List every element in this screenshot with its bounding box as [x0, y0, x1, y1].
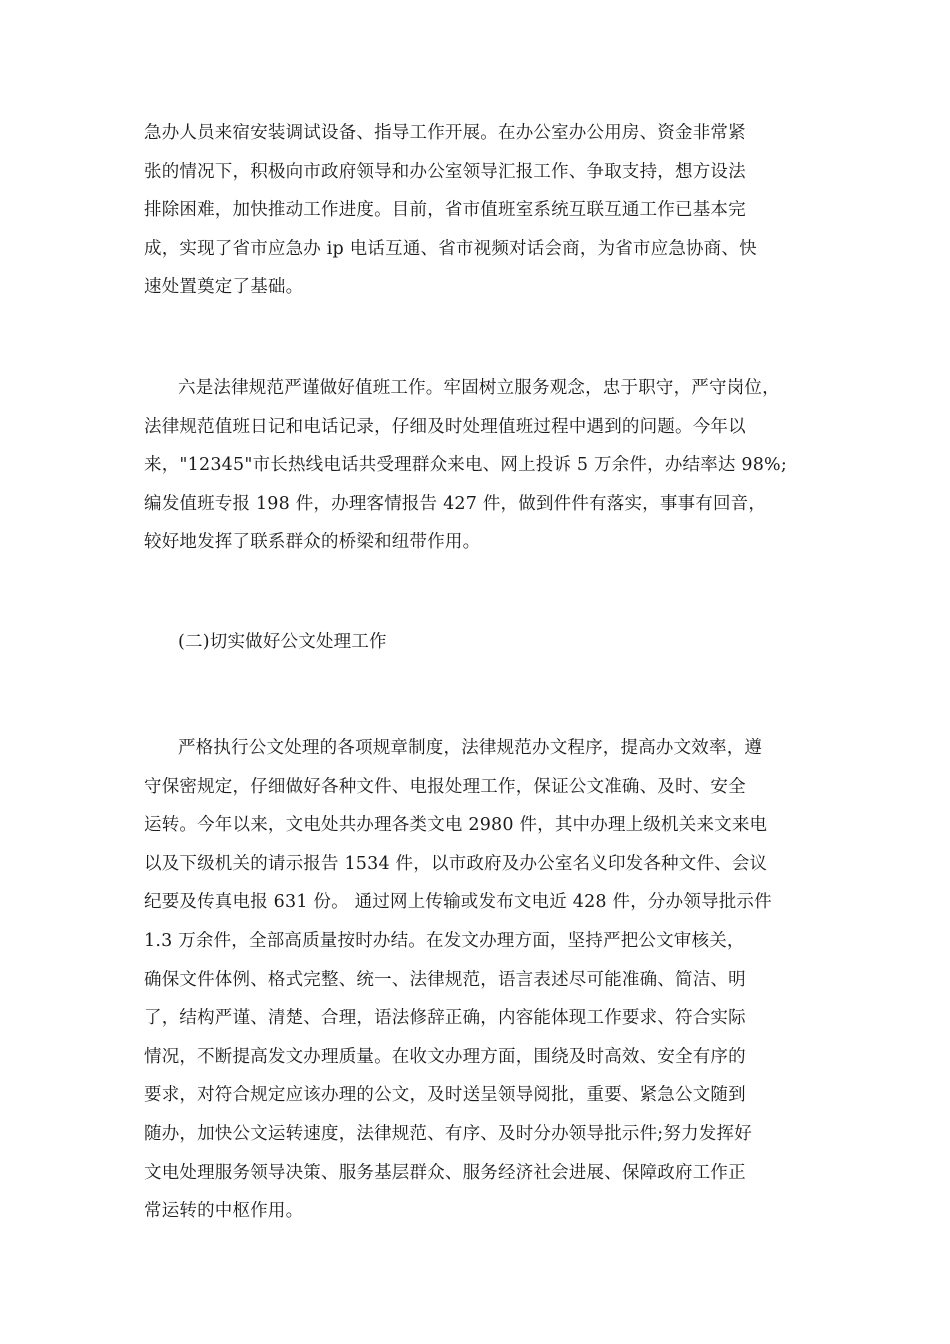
text-line: 1.3 万余件，全部高质量按时办结。在发文办理方面，坚持严把公文审核关，: [144, 930, 745, 951]
text-line: 纪要及传真电报 631 份。 通过网上传输或发布文电近 428 件，分办领导批示件: [144, 892, 772, 913]
paragraph-duty-work: [144, 369, 804, 562]
text-line: 守保密规定，仔细做好各种文件、电报处理工作，保证公文准确、及时、安全: [144, 776, 746, 797]
text-line: 排除困难，加快推动工作进度。目前，省市值班室系统互联互通工作已基本完: [144, 200, 746, 221]
section-heading-text: (二)切实做好公文处理工作: [178, 632, 387, 652]
paragraph-emergency-office: [144, 114, 804, 307]
text-line: 文电处理服务领导决策、服务基层群众、服务经济社会进展、保障政府工作正: [144, 1162, 746, 1183]
text-line: 严格执行公文处理的各项规章制度，法律规范办文程序，提高办文效率，遵: [178, 738, 763, 758]
text-line: 速处置奠定了基础。: [144, 277, 304, 298]
text-line: 来，"12345"市长热线电话共受理群众来电、网上投诉 5 万余件，办结率达 98%;: [144, 455, 787, 476]
text-line: 编发值班专报 198 件，办理客情报告 427 件，做到件件有落实，事事有回音，: [144, 493, 767, 514]
text-line: 较好地发挥了联系群众的桥梁和纽带作用。: [144, 532, 481, 553]
text-line: 了，结构严谨、清楚、合理，语法修辞正确，内容能体现工作要求、符合实际: [144, 1008, 746, 1029]
text-line: 运转。今年以来，文电处共办理各类文电 2980 件，其中办理上级机关来文来电: [144, 815, 768, 836]
text-line: 法律规范值班日记和电话记录，仔细及时处理值班过程中遇到的问题。今年以: [144, 416, 746, 437]
text-line: 六是法律规范严谨做好值班工作。牢固树立服务观念，忠于职守，严守岗位，: [178, 378, 780, 398]
text-line: 确保文件体例、格式完整、统一、法律规范，语言表述尽可能准确、简洁、明: [144, 969, 746, 990]
text-line: 以及下级机关的请示报告 1534 件，以市政府及办公室名义印发各种文件、会议: [144, 853, 768, 874]
section-heading: [144, 623, 804, 662]
text-line: 随办，加快公文运转速度，法律规范、有序、及时分办领导批示件;努力发挥好: [144, 1123, 752, 1144]
paragraph-document-processing: [144, 729, 804, 1231]
text-line: 张的情况下，积极向市政府领导和办公室领导汇报工作、争取支持，想方设法: [144, 161, 746, 182]
text-line: 成，实现了省市应急办 ip 电话互通、省市视频对话会商，为省市应急协商、快: [144, 238, 757, 259]
text-line: 常运转的中枢作用。: [144, 1201, 304, 1222]
text-line: 要求，对符合规定应该办理的公文，及时送呈领导阅批，重要、紧急公文随到: [144, 1085, 746, 1106]
text-line: 情况，不断提高发文办理质量。在收文办理方面，围绕及时高效、安全有序的: [144, 1046, 746, 1067]
text-line: 急办人员来宿安装调试设备、指导工作开展。在办公室办公用房、资金非常紧: [144, 123, 746, 143]
